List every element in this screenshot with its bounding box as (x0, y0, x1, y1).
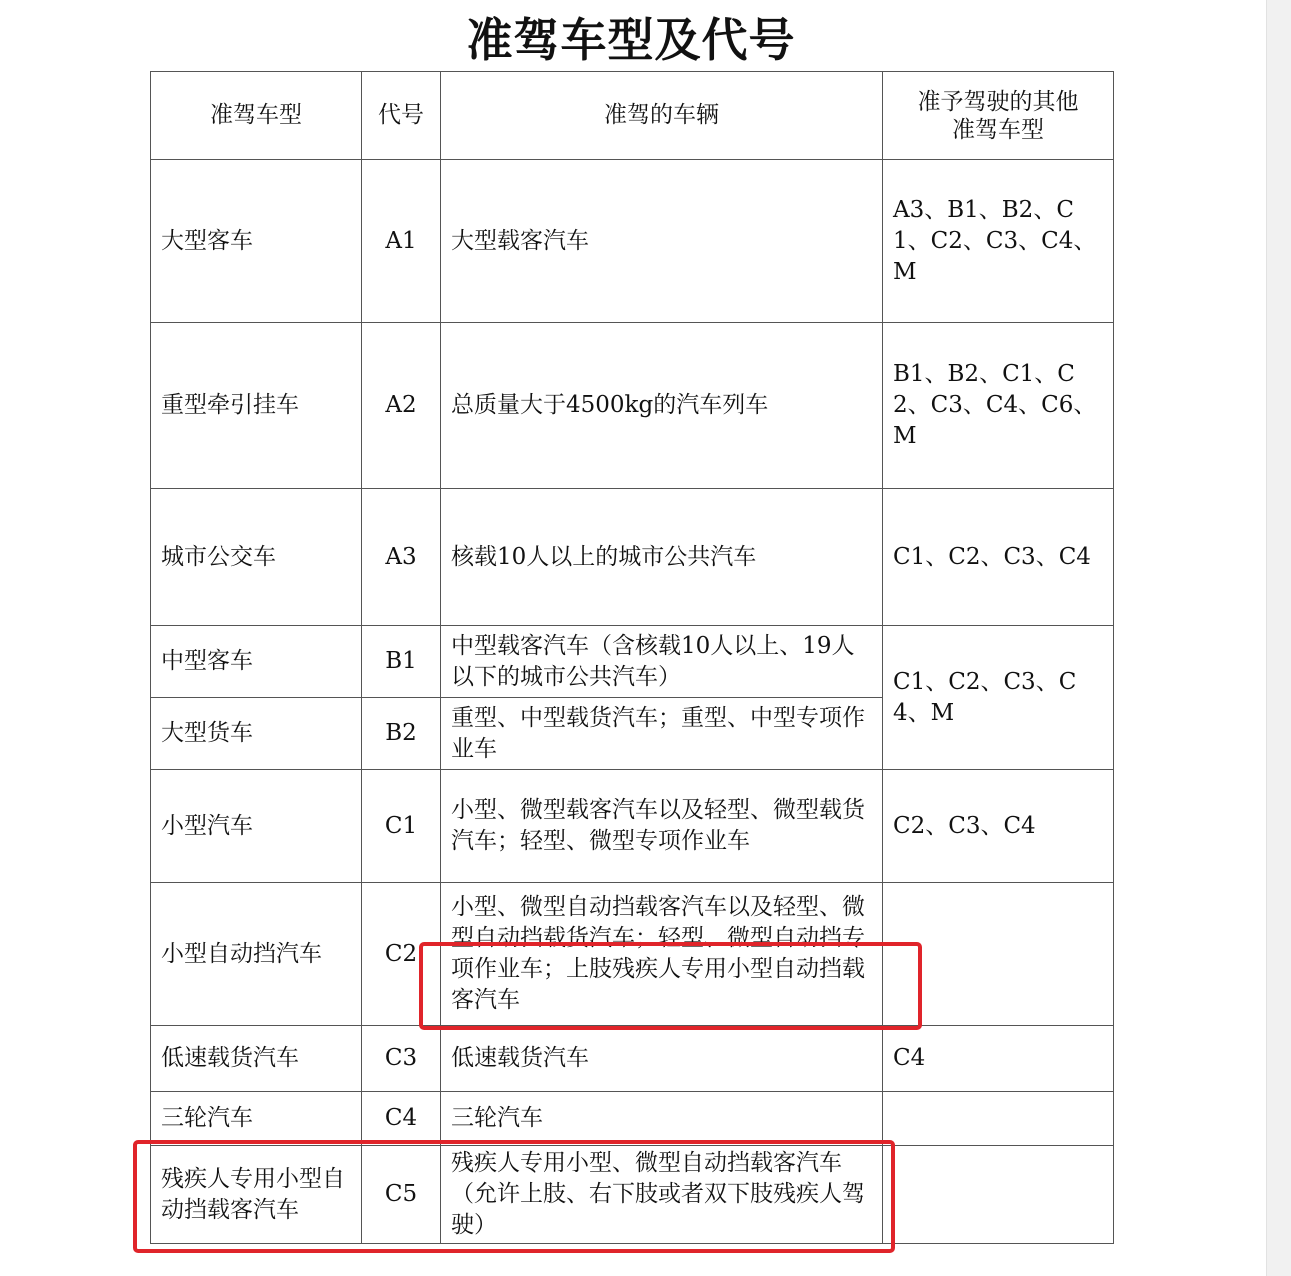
row-code: C1 (362, 770, 441, 883)
row-type: 重型牵引挂车 (151, 323, 362, 489)
table-row (151, 323, 1114, 489)
table-row (151, 883, 1114, 1026)
row-code: B1 (362, 626, 441, 698)
row-vehicles: 核载10人以上的城市公共汽车 (441, 489, 883, 626)
row-others: B1、B2、C1、C2、C3、C4、C6、M (883, 323, 1114, 489)
header-type: 准驾车型 (151, 72, 362, 160)
table-row (151, 1026, 1114, 1092)
row-vehicles: 小型、微型载客汽车以及轻型、微型载货汽车；轻型、微型专项作业车 (441, 770, 883, 883)
row-others (883, 1092, 1114, 1146)
row-type: 大型客车 (151, 160, 362, 323)
row-vehicles: 大型载客汽车 (441, 160, 883, 323)
table-row (151, 160, 1114, 323)
row-code: A3 (362, 489, 441, 626)
row-others: A3、B1、B2、C1、C2、C3、C4、M (883, 160, 1114, 323)
row-others: C4 (883, 1026, 1114, 1092)
row-code: A2 (362, 323, 441, 489)
table-row (151, 626, 1114, 698)
header-code: 代号 (362, 72, 441, 160)
row-vehicles: 小型、微型自动挡载客汽车以及轻型、微型自动挡载货汽车；轻型、微型自动挡专项作业车；上肢残疾人专用小型自动挡载客汽车 (441, 883, 883, 1026)
row-others (883, 883, 1114, 1026)
row-code: B2 (362, 698, 441, 770)
row-vehicles: 低速载货汽车 (441, 1026, 883, 1092)
row-others: C1、C2、C3、C4、M (883, 626, 1114, 770)
row-others: C1、C2、C3、C4 (883, 489, 1114, 626)
row-type: 小型汽车 (151, 770, 362, 883)
row-others: C2、C3、C4 (883, 770, 1114, 883)
row-type: 三轮汽车 (151, 1092, 362, 1146)
row-code: C4 (362, 1092, 441, 1146)
table-header-row (151, 72, 1114, 160)
row-others (883, 1146, 1114, 1244)
scrollbar-track[interactable] (1266, 0, 1291, 1276)
table-row (151, 1146, 1114, 1244)
row-type: 低速载货汽车 (151, 1026, 362, 1092)
row-type: 中型客车 (151, 626, 362, 698)
row-vehicles: 中型载客汽车（含核载10人以上、19人以下的城市公共汽车） (441, 626, 883, 698)
table-row (151, 770, 1114, 883)
row-code: C2 (362, 883, 441, 1026)
row-type: 残疾人专用小型自动挡载客汽车 (151, 1146, 362, 1244)
row-vehicles: 残疾人专用小型、微型自动挡载客汽车（允许上肢、右下肢或者双下肢残疾人驾驶） (441, 1146, 883, 1244)
header-others: 准予驾驶的其他准驾车型 (883, 72, 1114, 160)
row-type: 城市公交车 (151, 489, 362, 626)
table-row (151, 1092, 1114, 1146)
row-vehicles: 重型、中型载货汽车；重型、中型专项作业车 (441, 698, 883, 770)
page-title: 准驾车型及代号 (466, 13, 796, 67)
row-type: 大型货车 (151, 698, 362, 770)
row-vehicles: 三轮汽车 (441, 1092, 883, 1146)
row-code: C3 (362, 1026, 441, 1092)
license-table (150, 71, 1114, 1244)
row-code: C5 (362, 1146, 441, 1244)
header-vehicles: 准驾的车辆 (441, 72, 883, 160)
row-code: A1 (362, 160, 441, 323)
row-type: 小型自动挡汽车 (151, 883, 362, 1026)
table-row (151, 489, 1114, 626)
row-vehicles: 总质量大于4500kg的汽车列车 (441, 323, 883, 489)
